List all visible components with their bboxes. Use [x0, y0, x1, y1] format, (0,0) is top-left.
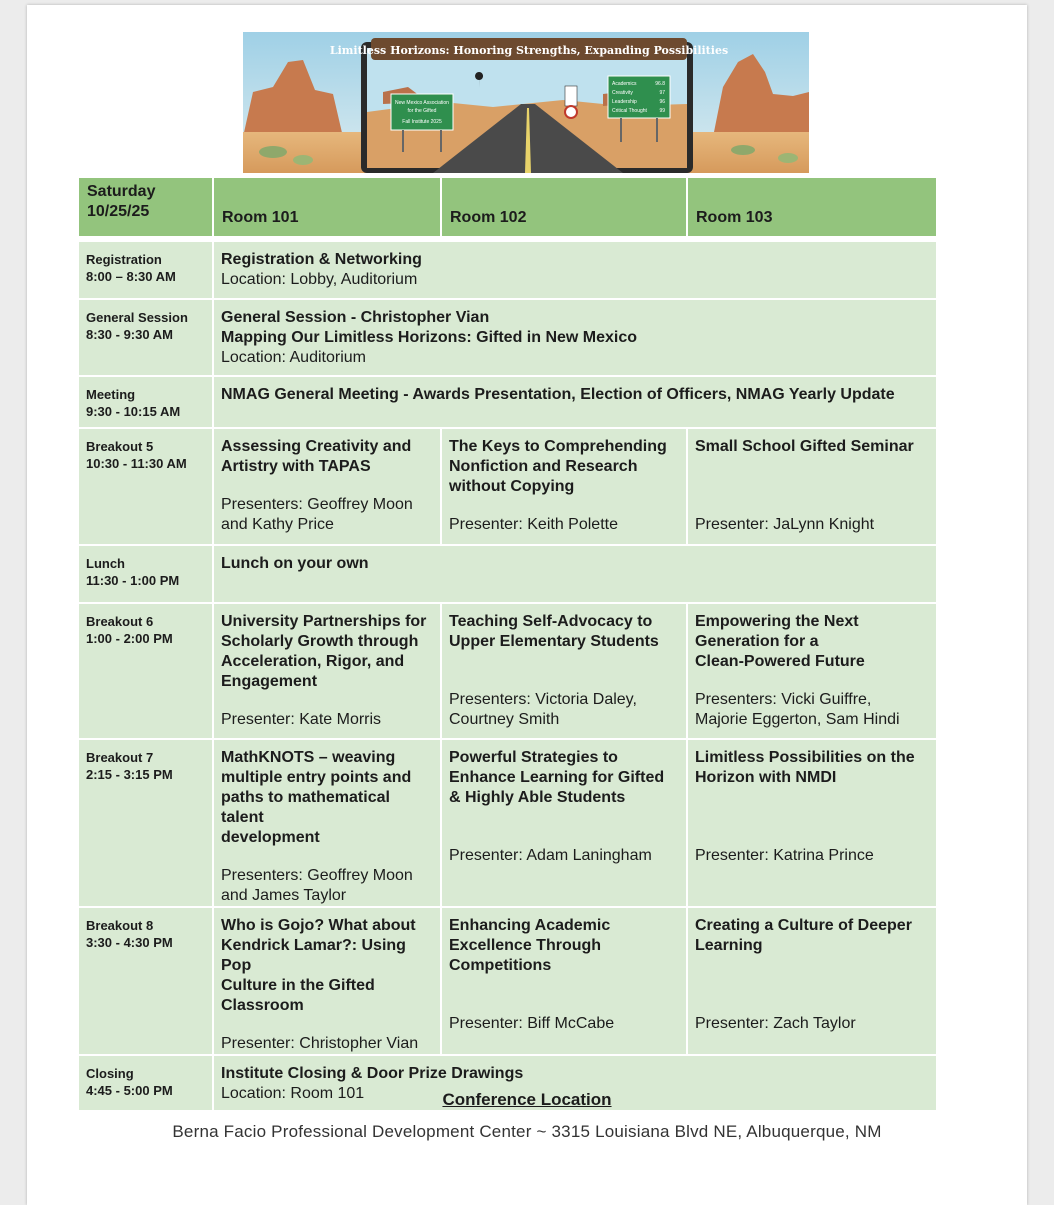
- session-presenter: Presenters: Geoffrey Moon: [221, 867, 413, 884]
- session-cell-room-103: Limitless Possibilities on the Horizon with NMDI Presenter: Katrina Prince: [687, 739, 937, 907]
- session-cell: [213, 299, 937, 376]
- time-cell: Breakout 7 2:15 - 3:15 PM: [78, 739, 213, 907]
- session-cell-room-101: Assessing Creativity and Artistry with TAPAS Presenters: Geoffrey Moon and Kathy Price: [213, 428, 441, 545]
- conference-address: Berna Facio Professional Development Center ~ 3315 Louisiana Blvd NE, Albuquerque, NM: [172, 1122, 882, 1141]
- session-presenter: Presenter: Katrina Prince: [695, 847, 874, 864]
- banner-title: Limitless Horizons: Honoring Strengths, Expanding Possibilities: [329, 44, 729, 57]
- session-location: Location: Auditorium: [221, 349, 366, 366]
- sign-right-creativity-label: Creativity: [612, 90, 633, 96]
- schedule-row-breakout-7: [78, 739, 937, 907]
- time-cell: Closing 4:45 - 5:00 PM: [78, 1055, 213, 1111]
- session-title: Registration & Networking: [221, 251, 422, 268]
- schedule-row-meeting: [78, 376, 937, 428]
- time-cell: Meeting 9:30 - 10:15 AM: [78, 376, 213, 428]
- schedule-row-breakout-5: [78, 428, 937, 545]
- session-cell-room-101: Who is Gojo? What about Kendrick Lamar?: Using Pop Culture in the Gifted Classroom Presenter: Christopher Vian: [213, 907, 441, 1055]
- session-presenter: Presenters: Geoffrey Moon: [221, 496, 413, 513]
- schedule-row-lunch: [78, 545, 937, 603]
- session-title: NMAG General Meeting - Awards Presentation, Election of Officers, NMAG Yearly Update: [221, 386, 895, 403]
- sign-right-academics-value: 96.8: [655, 81, 665, 87]
- session-presenter: Presenter: Keith Polette: [449, 516, 618, 533]
- session-cell-room-101: University Partnerships for Scholarly Growth through Acceleration, Rigor, and Engagement Presenter: Kate Morris: [213, 603, 441, 739]
- session-cell: [213, 376, 937, 428]
- schedule-row-breakout-6: [78, 603, 937, 739]
- sign-left-line-3: Fall Institute 2025: [402, 119, 442, 125]
- schedule-header-row: [78, 177, 937, 237]
- session-location: Location: Room 101: [221, 1085, 365, 1102]
- session-presenter: and James Taylor: [221, 887, 347, 904]
- session-cell-room-101: MathKNOTS – weaving multiple entry points and paths to mathematical talent development Presenters: Geoffrey Moon and James Taylor: [213, 739, 441, 907]
- header-room-101: Room 101: [213, 177, 441, 237]
- sign-right-leadership-label: Leadership: [612, 99, 637, 105]
- session-cell-room-102: The Keys to Comprehending Nonfiction and Research without Copying Presenter: Keith Polette: [441, 428, 687, 545]
- session-presenter: Presenter: Zach Taylor: [695, 1015, 856, 1032]
- session-presenter: Majorie Eggerton, Sam Hindi: [695, 711, 900, 728]
- session-presenter: Presenter: JaLynn Knight: [695, 516, 875, 533]
- time-cell: Lunch 11:30 - 1:00 PM: [78, 545, 213, 603]
- time-cell: Breakout 6 1:00 - 2:00 PM: [78, 603, 213, 739]
- time-cell: Registration 8:00 – 8:30 AM: [78, 241, 213, 299]
- session-presenter: Presenters: Victoria Daley,: [449, 691, 637, 708]
- sign-right-leadership-value: 96: [659, 99, 665, 105]
- header-day: Saturday 10/25/25: [87, 183, 156, 220]
- session-cell-room-102: Powerful Strategies to Enhance Learning for Gifted & Highly Able Students Presenter: Adam Laningham: [441, 739, 687, 907]
- schedule-row-breakout-8: [78, 907, 937, 1055]
- session-presenter: Presenters: Vicki Guiffre,: [695, 691, 872, 708]
- session-title: Institute Closing & Door Prize Drawings: [221, 1065, 524, 1082]
- session-location: Location: Lobby, Auditorium: [221, 271, 418, 288]
- session-title: General Session - Christopher Vian: [221, 309, 490, 326]
- sign-right-creativity-value: 97: [659, 90, 665, 96]
- conference-location-heading: Conference Location: [442, 1090, 612, 1109]
- header-day-cell: [78, 177, 213, 237]
- session-cell-room-103: Small School Gifted Seminar Presenter: JaLynn Knight: [687, 428, 937, 545]
- session-presenter: Presenter: Adam Laningham: [449, 847, 652, 864]
- session-presenter: Presenter: Biff McCabe: [449, 1015, 615, 1032]
- session-title: Lunch on your own: [221, 555, 369, 572]
- session-cell-room-102: Teaching Self-Advocacy to Upper Elementary Students Presenters: Victoria Daley, Courtney Smith: [441, 603, 687, 739]
- session-presenter: and Kathy Price: [221, 516, 334, 533]
- session-cell: [213, 545, 937, 603]
- header-room-103: Room 103: [687, 177, 937, 237]
- header-room-102: Room 102: [441, 177, 687, 237]
- session-cell: [213, 241, 937, 299]
- session-presenter: Presenter: Christopher Vian: [221, 1035, 419, 1052]
- schedule-row-general-session: [78, 299, 937, 376]
- sign-right-critical-value: 99: [659, 108, 665, 114]
- sign-right-critical-label: Critical Thought: [612, 108, 647, 114]
- session-subtitle: Mapping Our Limitless Horizons: Gifted in New Mexico: [221, 329, 638, 346]
- time-cell: Breakout 5 10:30 - 11:30 AM: [78, 428, 213, 545]
- session-cell-room-103: Empowering the Next Generation for a Clean-Powered Future Presenters: Vicki Guiffre, Majorie Eggerton, Sam Hindi: [687, 603, 937, 739]
- session-presenter: Presenter: Kate Morris: [221, 711, 382, 728]
- sign-left-line-2: for the Gifted: [407, 108, 437, 114]
- session-cell-room-103: Creating a Culture of Deeper Learning Presenter: Zach Taylor: [687, 907, 937, 1055]
- sign-right-academics-label: Academics: [612, 81, 637, 87]
- time-cell: Breakout 8 3:30 - 4:30 PM: [78, 907, 213, 1055]
- time-cell: General Session 8:30 - 9:30 AM: [78, 299, 213, 376]
- sign-left-line-1: New Mexico Association: [395, 100, 449, 106]
- schedule-row-registration: [78, 241, 937, 299]
- session-presenter: Courtney Smith: [449, 711, 560, 728]
- event-banner-image: [243, 32, 809, 173]
- session-cell-room-102: Enhancing Academic Excellence Through Competitions Presenter: Biff McCabe: [441, 907, 687, 1055]
- schedule-table: [77, 176, 938, 1112]
